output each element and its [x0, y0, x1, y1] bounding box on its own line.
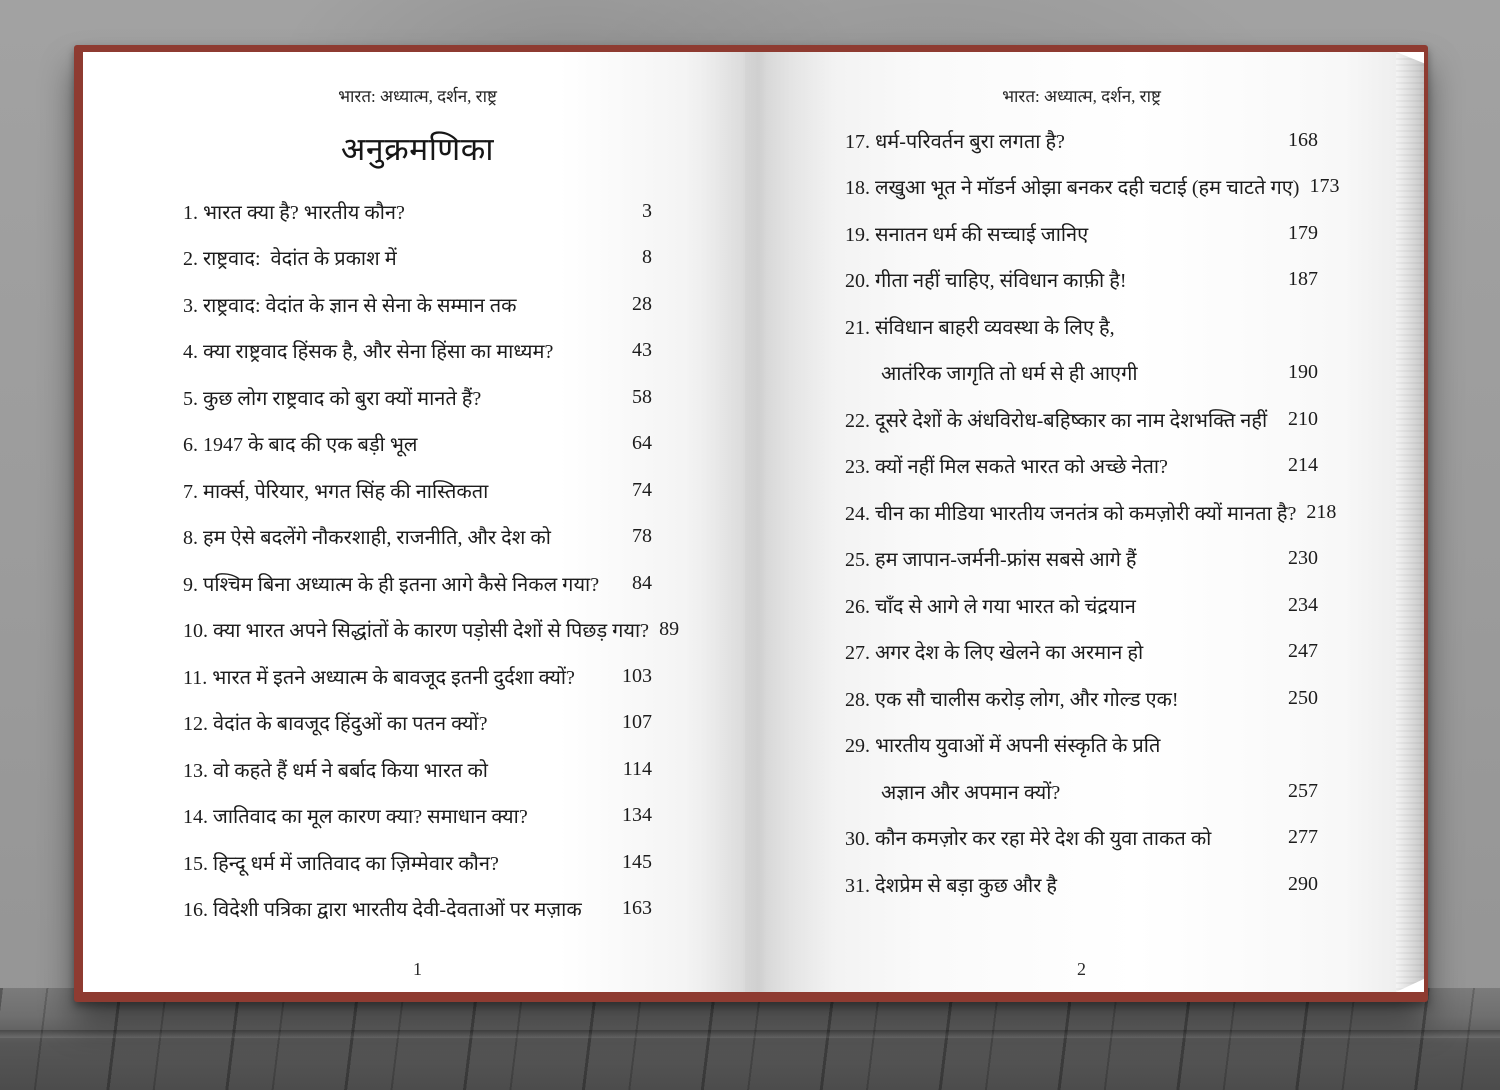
toc-entry: [845, 629, 1318, 676]
toc-entry-text: 15. हिन्दू धर्म में जातिवाद का ज़िम्मेवार कौन?: [183, 852, 499, 875]
toc-entry: [845, 210, 1318, 257]
toc-entry: [183, 374, 652, 421]
toc-entry-page: 230: [1288, 547, 1318, 570]
toc-entries-left: [183, 188, 680, 932]
toc-entry-text: 29. भारतीय युवाओं में अपनी संस्कृति के प्रति: [845, 735, 1161, 758]
toc-entry-page: 107: [622, 711, 652, 734]
toc-entry-text: 30. कौन कमज़ोर कर रहा मेरे देश की युवा ताकत को: [845, 828, 1212, 851]
toc-entry: [845, 722, 1318, 769]
toc-entry-text: 4. क्या राष्ट्रवाद हिंसक है, और सेना हिंसा का माध्यम?: [183, 341, 554, 364]
toc-entry: [183, 700, 652, 747]
toc-entry: [845, 815, 1318, 862]
toc-entry-page: 8: [642, 246, 652, 269]
toc-entry: [845, 164, 1340, 211]
toc-entry-text: अज्ञान और अपमान क्यों?: [881, 781, 1061, 804]
toc-entry: [845, 768, 1318, 815]
toc-entry-page: 114: [622, 757, 652, 780]
toc-entry: [845, 257, 1318, 304]
toc-entry-page: 210: [1288, 407, 1318, 430]
wooden-table: [0, 988, 1500, 1090]
book-pages: [83, 52, 1424, 992]
toc-entry-page: 214: [1288, 454, 1318, 477]
toc-entry-text: 23. क्यों नहीं मिल सकते भारत को अच्छे नेता?: [845, 456, 1168, 479]
toc-entry-page: 58: [632, 385, 652, 408]
toc-entry-text: 11. भारत में इतने अध्यात्म के बावजूद इतनी दुर्दशा क्यों?: [183, 666, 575, 689]
toc-entry: [183, 467, 652, 514]
toc-entry-page: 168: [1288, 128, 1318, 151]
toc-entry: [845, 536, 1318, 583]
toc-entry-page: 187: [1288, 268, 1318, 291]
toc-entry: [845, 396, 1318, 443]
toc-entry-page: 103: [622, 664, 652, 687]
toc-entry-text: 6. 1947 के बाद की एक बड़ी भूल: [183, 434, 418, 457]
toc-entry-text: 12. वेदांत के बावजूद हिंदुओं का पतन क्यों?: [183, 713, 488, 736]
toc-entry: [845, 489, 1337, 536]
toc-entry: [183, 328, 652, 375]
toc-entry-page: 145: [622, 850, 652, 873]
toc-entry: [183, 281, 652, 328]
toc-entry-page: 28: [632, 292, 652, 315]
toc-entry-page: 277: [1288, 826, 1318, 849]
toc-entry-page: 3: [642, 199, 652, 222]
open-book: [74, 45, 1428, 1002]
toc-entry-text: 16. विदेशी पत्रिका द्वारा भारतीय देवी-देवताओं पर मज़ाक: [183, 899, 582, 922]
toc-entry-text: 21. संविधान बाहरी व्यवस्था के लिए है,: [845, 316, 1115, 339]
toc-entry: [183, 560, 652, 607]
toc-entry: [845, 675, 1318, 722]
toc-entry: [183, 653, 652, 700]
page-stack-fore-edge: [1396, 52, 1424, 992]
toc-entry-page: 134: [622, 804, 652, 827]
toc-entry-text: 22. दूसरे देशों के अंधविरोध-बहिष्कार का नाम देशभक्ति नहीं: [845, 409, 1268, 432]
toc-entry-page: 257: [1288, 779, 1318, 802]
toc-entry-page: 234: [1288, 593, 1318, 616]
book-gutter: [685, 52, 835, 992]
page-number-right: 2: [1077, 959, 1086, 979]
toc-entry: [183, 886, 652, 933]
toc-entry-text: 8. हम ऐसे बदलेंगे नौकरशाही, राजनीति, और देश को: [183, 527, 551, 550]
toc-entry-page: 179: [1288, 221, 1318, 244]
running-header-right: भारत: अध्यात्म, दर्शन, राष्ट्र: [1002, 87, 1161, 106]
toc-entry-page: 89: [659, 618, 680, 641]
toc-entry: [183, 839, 652, 886]
toc-entry-text: 9. पश्चिम बिना अध्यात्म के ही इतना आगे कैसे निकल गया?: [183, 573, 600, 596]
toc-entry-text: 3. राष्ट्रवाद: वेदांत के ज्ञान से सेना के सम्मान तक: [183, 294, 517, 317]
table-edge: [0, 1030, 1500, 1038]
toc-entry: [183, 235, 652, 282]
toc-entry-text: 18. लखुआ भूत ने मॉडर्न ओझा बनकर दही चटाई (हम चाटते गए): [845, 177, 1300, 200]
toc-entry: [183, 793, 652, 840]
toc-entry: [845, 861, 1318, 908]
toc-entry: [845, 303, 1318, 350]
toc-entry-page: 247: [1288, 640, 1318, 663]
toc-entry-page: 218: [1306, 500, 1337, 523]
toc-title: अनुक्रमणिका: [340, 131, 495, 167]
toc-entry-text: आतंरिक जागृति तो धर्म से ही आएगी: [881, 363, 1138, 386]
toc-entry-text: 2. राष्ट्रवाद: वेदांत के प्रकाश में: [183, 248, 397, 271]
toc-entry-page: 64: [632, 432, 652, 455]
toc-entry-text: 14. जातिवाद का मूल कारण क्या? समाधान क्या?: [183, 806, 528, 829]
toc-entry-text: 28. एक सौ चालीस करोड़ लोग, और गोल्ड एक!: [845, 688, 1179, 711]
toc-entry-text: 20. गीता नहीं चाहिए, संविधान काफ़ी है!: [845, 270, 1127, 293]
toc-entry-text: 26. चाँद से आगे ले गया भारत को चंद्रयान: [845, 595, 1136, 618]
toc-entry: [845, 350, 1318, 397]
running-header-left: भारत: अध्यात्म, दर्शन, राष्ट्र: [338, 87, 497, 106]
toc-entry-text: 10. क्या भारत अपने सिद्धांतों के कारण पड़ोसी देशों से पिछड़ गया?: [183, 620, 650, 643]
toc-entry-text: 31. देशप्रेम से बड़ा कुछ और है: [845, 874, 1058, 897]
toc-entry: [845, 443, 1318, 490]
toc-entry: [183, 607, 680, 654]
toc-entries-right: [845, 117, 1340, 908]
toc-entry-text: 24. चीन का मीडिया भारतीय जनतंत्र को कमज़ोरी क्यों मानता है?: [845, 502, 1297, 525]
toc-entry-text: 5. कुछ लोग राष्ट्रवाद को बुरा क्यों मानते हैं?: [183, 387, 482, 410]
toc-entry-page: 43: [632, 339, 652, 362]
toc-entry-text: 1. भारत क्या है? भारतीय कौन?: [183, 201, 405, 224]
toc-entry: [183, 188, 652, 235]
toc-entry-page: 78: [632, 525, 652, 548]
toc-entry: [183, 746, 652, 793]
toc-entry-page: 190: [1288, 361, 1318, 384]
toc-entry-page: 173: [1309, 175, 1340, 198]
toc-entry-text: 27. अगर देश के लिए खेलने का अरमान हो: [845, 642, 1144, 665]
toc-entry-page: 290: [1288, 872, 1318, 895]
toc-entry-page: 84: [632, 571, 652, 594]
toc-entry-text: 19. सनातन धर्म की सच्चाई जानिए: [845, 223, 1089, 246]
toc-entry-text: 7. मार्क्स, पेरियार, भगत सिंह की नास्तिकता: [183, 480, 489, 503]
toc-entry-text: 13. वो कहते हैं धर्म ने बर्बाद किया भारत को: [183, 759, 488, 782]
toc-entry-page: 163: [622, 897, 652, 920]
toc-entry-text: 25. हम जापान-जर्मनी-फ्रांस सबसे आगे हैं: [845, 549, 1137, 572]
toc-entry: [183, 514, 652, 561]
toc-entry: [845, 117, 1318, 164]
toc-entry-page: 74: [632, 478, 652, 501]
toc-entry-text: 17. धर्म-परिवर्तन बुरा लगता है?: [845, 130, 1065, 153]
page-number-left: 1: [413, 959, 422, 979]
toc-entry: [845, 582, 1318, 629]
toc-entry-page: 250: [1288, 686, 1318, 709]
toc-entry: [183, 421, 652, 468]
